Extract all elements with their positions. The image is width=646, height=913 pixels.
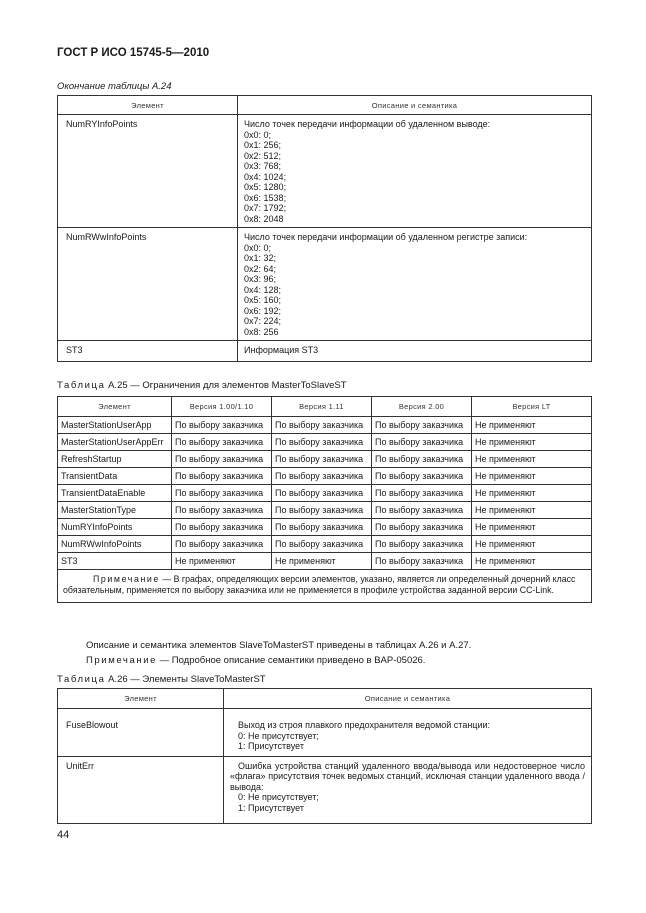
description-label: Число точек передачи информации об удаленном регистре записи: xyxy=(244,232,528,242)
value-line: 0x4: 128; xyxy=(244,284,282,295)
paragraph: Описание и семантика элементов SlaveToMasterST приведены в таблицах А.26 и А.27. xyxy=(86,640,472,651)
table-row xyxy=(58,756,592,823)
table-a24 xyxy=(57,95,592,362)
table-row xyxy=(58,228,592,341)
value-line: 0x5: 160; xyxy=(244,295,282,305)
column-header: Версия 1.11 xyxy=(272,397,372,417)
table-row xyxy=(58,485,592,502)
element-description xyxy=(238,115,592,228)
value-line: 0x2: 512; xyxy=(244,150,282,161)
element-name: UnitErr xyxy=(58,756,224,823)
cell: По выбору заказчика xyxy=(172,434,272,451)
value-line: 1: Присутствует xyxy=(238,741,304,751)
element-description xyxy=(238,228,592,341)
table-note xyxy=(58,570,592,603)
value-line: 0x7: 224; xyxy=(244,316,282,326)
value-line: 0x7: 1792; xyxy=(244,203,287,213)
element-description xyxy=(224,709,592,757)
cell: По выбору заказчика xyxy=(272,434,372,451)
cell: По выбору заказчика xyxy=(372,502,472,519)
cell: Не применяют xyxy=(272,553,372,570)
cell: По выбору заказчика xyxy=(372,417,472,434)
value-line: 0x2: 64; xyxy=(244,263,277,274)
cell: Не применяют xyxy=(472,451,592,468)
cell: По выбору заказчика xyxy=(172,451,272,468)
cell: NumRWwInfoPoints xyxy=(58,536,172,553)
table-row xyxy=(58,519,592,536)
table-row xyxy=(58,115,592,228)
cell: По выбору заказчика xyxy=(372,485,472,502)
description-text: Ошибка устройства станций удаленного ввода/вывода или недостоверное число «флага» присутствия точек ведомых станций, исключая станции удаленного ввода /вывода: xyxy=(230,760,585,792)
paragraph-note xyxy=(86,655,425,666)
value-line: 0x6: 1538; xyxy=(244,192,287,203)
element-name: NumRWwInfoPoints xyxy=(58,228,238,341)
column-header-description: Описание и семантика xyxy=(238,96,592,115)
column-header: Элемент xyxy=(58,397,172,417)
cell: По выбору заказчика xyxy=(172,536,272,553)
cell: TransientDataEnable xyxy=(58,485,172,502)
table-row xyxy=(58,468,592,485)
table-a26-caption xyxy=(57,674,266,685)
table-note-row xyxy=(58,570,592,603)
table-row xyxy=(58,536,592,553)
element-description: Информация ST3 xyxy=(238,341,592,362)
table-row xyxy=(58,417,592,434)
page-number: 44 xyxy=(57,829,70,841)
caption-word: Таблица xyxy=(57,380,106,391)
cell: По выбору заказчика xyxy=(172,519,272,536)
cell: Не применяют xyxy=(472,485,592,502)
table-a24-caption: Окончание таблицы А.24 xyxy=(57,81,172,92)
table-a25-caption xyxy=(57,380,347,391)
table-row xyxy=(58,502,592,519)
cell: ST3 xyxy=(58,553,172,570)
column-header: Версия 1.00/1.10 xyxy=(172,397,272,417)
cell: По выбору заказчика xyxy=(272,536,372,553)
element-name: ST3 xyxy=(58,341,238,362)
column-header-description: Описание и семантика xyxy=(224,689,592,709)
cell: По выбору заказчика xyxy=(272,468,372,485)
table-row xyxy=(58,451,592,468)
table-a25 xyxy=(57,396,592,603)
cell: По выбору заказчика xyxy=(372,519,472,536)
value-line: 0: Не присутствует; xyxy=(238,792,319,802)
cell: Не применяют xyxy=(172,553,272,570)
value-line: 0x4: 1024; xyxy=(244,171,287,182)
cell: Не применяют xyxy=(472,553,592,570)
cell: По выбору заказчика xyxy=(272,502,372,519)
value-line: 0x3: 768; xyxy=(244,161,282,171)
table-row xyxy=(58,553,592,570)
cell: Не применяют xyxy=(472,502,592,519)
value-line: 1: Присутствует xyxy=(238,802,304,813)
cell: По выбору заказчика xyxy=(172,417,272,434)
cell: Не применяют xyxy=(472,536,592,553)
cell: Не применяют xyxy=(472,434,592,451)
value-line: 0x3: 96; xyxy=(244,274,277,284)
document-header: ГОСТ Р ИСО 15745-5—2010 xyxy=(57,47,210,59)
column-header-element: Элемент xyxy=(58,96,238,115)
value-line: 0x8: 256 xyxy=(244,326,279,337)
cell: По выбору заказчика xyxy=(272,485,372,502)
cell: По выбору заказчика xyxy=(372,536,472,553)
cell: TransientData xyxy=(58,468,172,485)
cell: MasterStationUserApp xyxy=(58,417,172,434)
cell: MasterStationType xyxy=(58,502,172,519)
cell: MasterStationUserAppErr xyxy=(58,434,172,451)
cell: По выбору заказчика xyxy=(172,468,272,485)
cell: По выбору заказчика xyxy=(272,519,372,536)
column-header: Версия LT xyxy=(472,397,592,417)
caption-word: Таблица xyxy=(57,674,106,685)
cell: По выбору заказчика xyxy=(372,553,472,570)
cell: По выбору заказчика xyxy=(372,451,472,468)
caption-text: А.26 — Элементы SlaveToMasterST xyxy=(108,674,266,685)
column-header: Версия 2.00 xyxy=(372,397,472,417)
cell: По выбору заказчика xyxy=(272,417,372,434)
description-text: Выход из строя плавкого предохранителя ведомой станции: xyxy=(238,720,491,730)
description-label: Число точек передачи информации об удаленном выводе: xyxy=(244,119,491,129)
table-row xyxy=(58,341,592,362)
value-line: 0x6: 192; xyxy=(244,305,282,316)
cell: RefreshStartup xyxy=(58,451,172,468)
element-name: NumRYInfoPoints xyxy=(58,115,238,228)
note-text: — Подробное описание семантики приведено в BAP-05026. xyxy=(157,655,426,666)
note-text: — В графах, определяющих версии элементов, указано, является ли определенный дочерний класс обязательным, применяется по выбору заказчика или не применяется в профиле устройства заданной версии CC-Link. xyxy=(63,574,576,595)
cell: Не применяют xyxy=(472,519,592,536)
value-line: 0x1: 32; xyxy=(244,253,277,263)
column-header-element: Элемент xyxy=(58,689,224,709)
element-description xyxy=(224,756,592,823)
note-word: Примечание xyxy=(86,655,157,666)
cell: По выбору заказчика xyxy=(372,468,472,485)
cell: Не применяют xyxy=(472,468,592,485)
cell: По выбору заказчика xyxy=(172,485,272,502)
caption-text: А.25 — Ограничения для элементов MasterToSlaveST xyxy=(108,380,347,391)
element-name: FuseBlowout xyxy=(58,709,224,757)
cell: По выбору заказчика xyxy=(172,502,272,519)
note-word: Примечание xyxy=(93,574,160,584)
cell: NumRYInfoPoints xyxy=(58,519,172,536)
value-line: 0x8: 2048 xyxy=(244,213,284,224)
cell: По выбору заказчика xyxy=(272,451,372,468)
cell: По выбору заказчика xyxy=(372,434,472,451)
cell: Не применяют xyxy=(472,417,592,434)
table-row xyxy=(58,709,592,757)
value-line: 0x0: 0; xyxy=(244,242,272,253)
value-line: 0x0: 0; xyxy=(244,129,272,140)
value-line: 0: Не присутствует; xyxy=(238,730,319,741)
table-row xyxy=(58,434,592,451)
table-a26 xyxy=(57,688,592,824)
value-line: 0x1: 256; xyxy=(244,140,282,150)
value-line: 0x5: 1280; xyxy=(244,182,287,192)
